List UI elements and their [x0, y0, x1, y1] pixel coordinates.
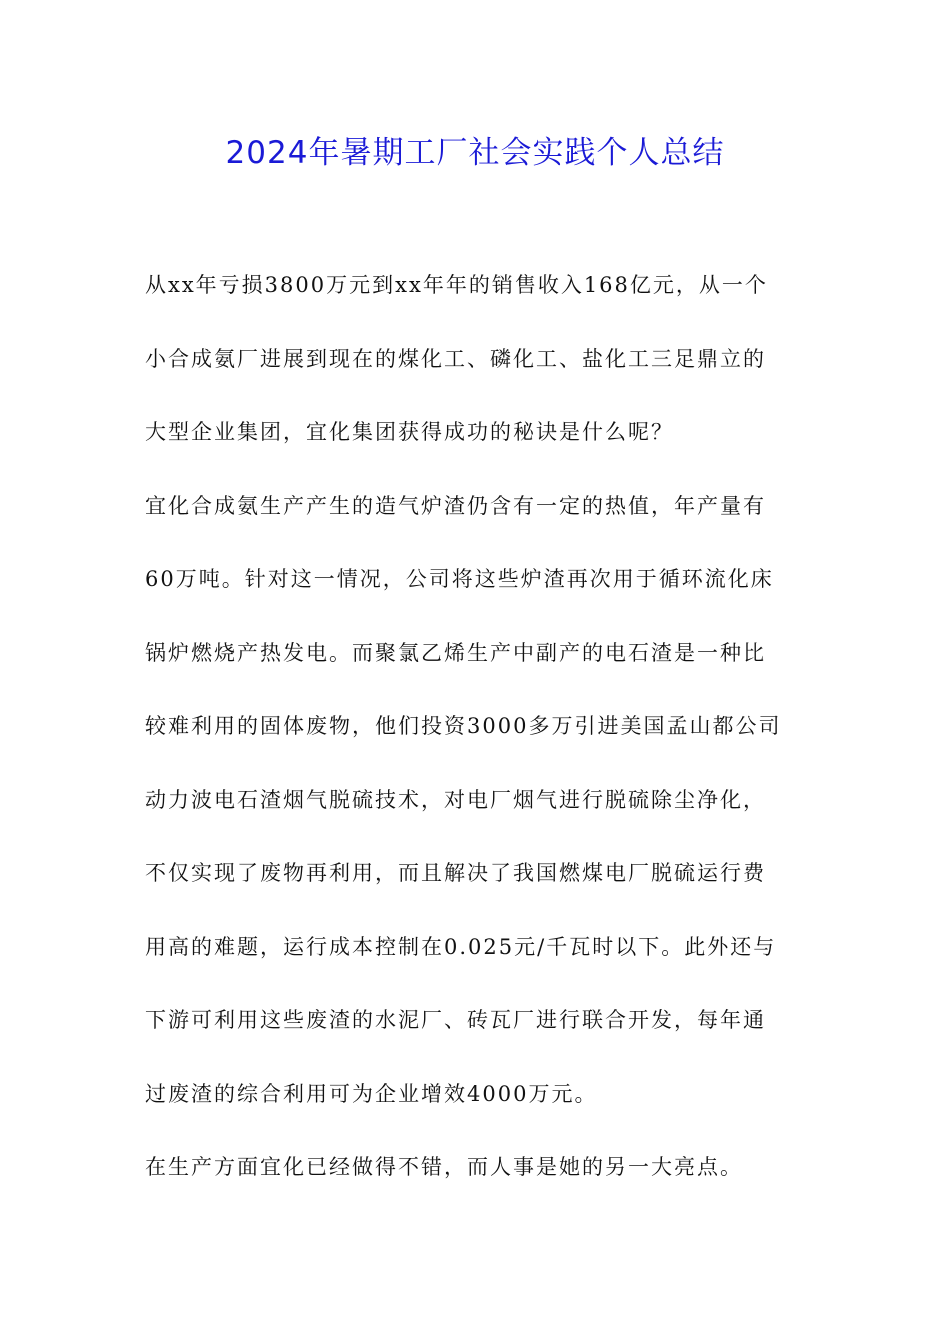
text-line: 宜化合成氨生产产生的造气炉渣仍含有一定的热值，年产量有 — [145, 493, 766, 518]
text-line: 较难利用的固体废物，他们投资3000多万引进美国孟山都公司 — [145, 714, 782, 738]
text-line: 下游可利用这些废渣的水泥厂、砖瓦厂进行联合开发，每年通 — [145, 1008, 766, 1032]
text-line: 动力波电石渣烟气脱硫技术，对电厂烟气进行脱硫除尘净化， — [145, 787, 766, 812]
text-line: 大型企业集团，宜化集团获得成功的秘诀是什么呢？ — [145, 420, 674, 444]
text-line: 从xx年亏损3800万元到xx年年的销售收入168亿元，从一个 — [145, 273, 768, 297]
text-line: 用高的难题，运行成本控制在0.025元/千瓦时以下。此外还与 — [145, 934, 777, 959]
document-title: 2024年暑期工厂社会实践个人总结 — [225, 135, 725, 171]
text-line: 60万吨。针对这一情况，公司将这些炉渣再次用于循环流化床 — [145, 567, 774, 591]
document-body — [145, 257, 815, 1195]
text-line: 不仅实现了废物再利用，而且解决了我国燃煤电厂脱硫运行费 — [145, 861, 766, 885]
text-line: 在生产方面宜化已经做得不错，而人事是她的另一大亮点。 — [145, 1155, 743, 1179]
paragraph-3 — [145, 1139, 815, 1195]
paragraph-2 — [145, 478, 815, 1122]
text-line: 过废渣的综合利用可为企业增效4000万元。 — [145, 1081, 598, 1106]
text-line: 锅炉燃烧产热发电。而聚氯乙烯生产中副产的电石渣是一种比 — [145, 640, 766, 665]
text-line: 小合成氨厂进展到现在的煤化工、磷化工、盐化工三足鼎立的 — [145, 346, 766, 371]
paragraph-1 — [145, 257, 815, 460]
